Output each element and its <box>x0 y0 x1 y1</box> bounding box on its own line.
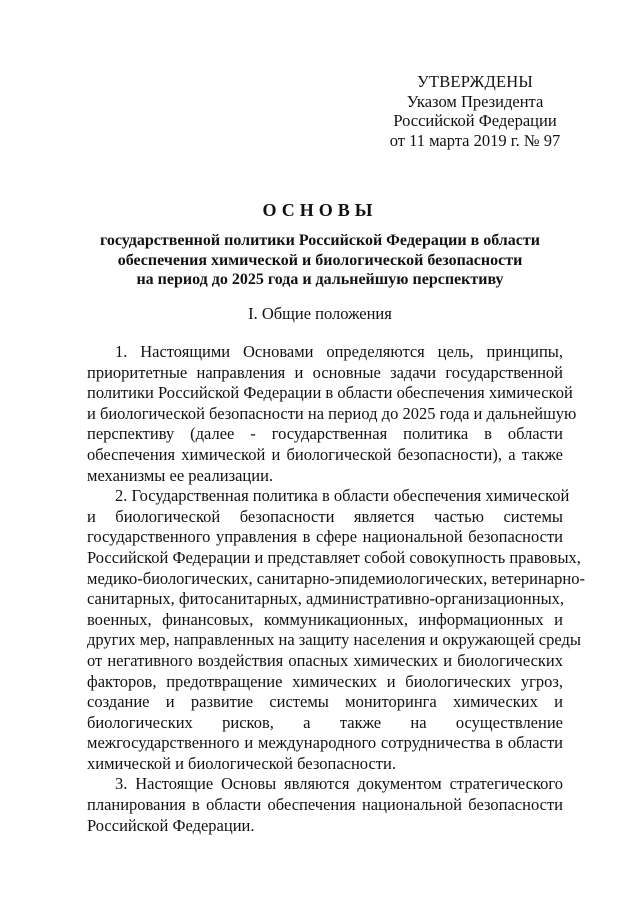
text-line: Российской Федерации и представляет собой совокупность правовых, <box>87 547 581 567</box>
document-subtitle <box>60 231 580 290</box>
approval-line: Указом Президента <box>406 91 544 111</box>
text-line: и биологической безопасности на период до 2025 года и дальнейшую <box>87 403 577 423</box>
text-line: политики Российской Федерации в области обеспечения химической <box>87 383 573 403</box>
text-line: межгосударственного и международного сотрудничества в области <box>87 733 563 753</box>
text-line: 2. Государственная политика в области обеспечения химической <box>115 486 570 506</box>
text-line: факторов, предотвращение химических и биологических угроз, <box>87 671 563 691</box>
text-line: создание и развитие системы мониторинга химических и <box>87 692 563 712</box>
text-line: обеспечения химической и биологической безопасности), а также <box>87 444 563 464</box>
paragraph-3 <box>87 774 563 836</box>
subtitle-line: обеспечения химической и биологической безопасности <box>117 251 523 269</box>
document-title: ОСНОВЫ <box>262 200 378 220</box>
text-line: Российской Федерации. <box>87 815 255 835</box>
paragraph-1 <box>87 342 577 486</box>
approval-title: УТВЕРЖДЕНЫ <box>417 72 533 91</box>
text-line: медико-биологических, санитарно-эпидемиологических, ветеринарно- <box>87 568 585 588</box>
text-line: других мер, направленных на защиту населения и окружающей среды <box>87 630 581 650</box>
text-line: приоритетные направления и основные задачи государственной <box>87 362 563 382</box>
text-line: перспективу (далее - государственная политика в области <box>87 424 563 444</box>
text-line: 1. Настоящими Основами определяются цель, принципы, <box>115 342 563 361</box>
approval-line: от 11 марта 2019 г. № 97 <box>389 130 561 150</box>
text-line: и биологической безопасности является частью системы <box>87 506 563 526</box>
document-body <box>87 342 585 836</box>
text-line: механизмы ее реализации. <box>87 465 274 485</box>
text-line: военных, финансовых, коммуникационных, информационных и <box>87 609 563 629</box>
approval-stamp <box>380 72 570 150</box>
text-line: биологических рисков, а также на осуществление <box>87 712 563 732</box>
text-line: от негативного воздействия опасных химических и биологических <box>87 650 563 670</box>
text-line: государственного управления в сфере национальной безопасности <box>87 527 563 547</box>
section-heading: I. Общие положения <box>248 304 392 323</box>
paragraph-2 <box>87 486 585 774</box>
text-line: 3. Настоящие Основы являются документом стратегического <box>115 774 563 794</box>
approval-line: Российской Федерации <box>393 111 557 130</box>
text-line: планирования в области обеспечения национальной безопасности <box>87 795 563 815</box>
text-line: санитарных, фитосанитарных, административно-организационных, <box>87 589 565 609</box>
subtitle-line: государственной политики Российской Федерации в области <box>100 232 540 249</box>
subtitle-line: на период до 2025 года и дальнейшую перспективу <box>136 271 504 288</box>
text-line: химической и биологической безопасности. <box>87 753 396 773</box>
